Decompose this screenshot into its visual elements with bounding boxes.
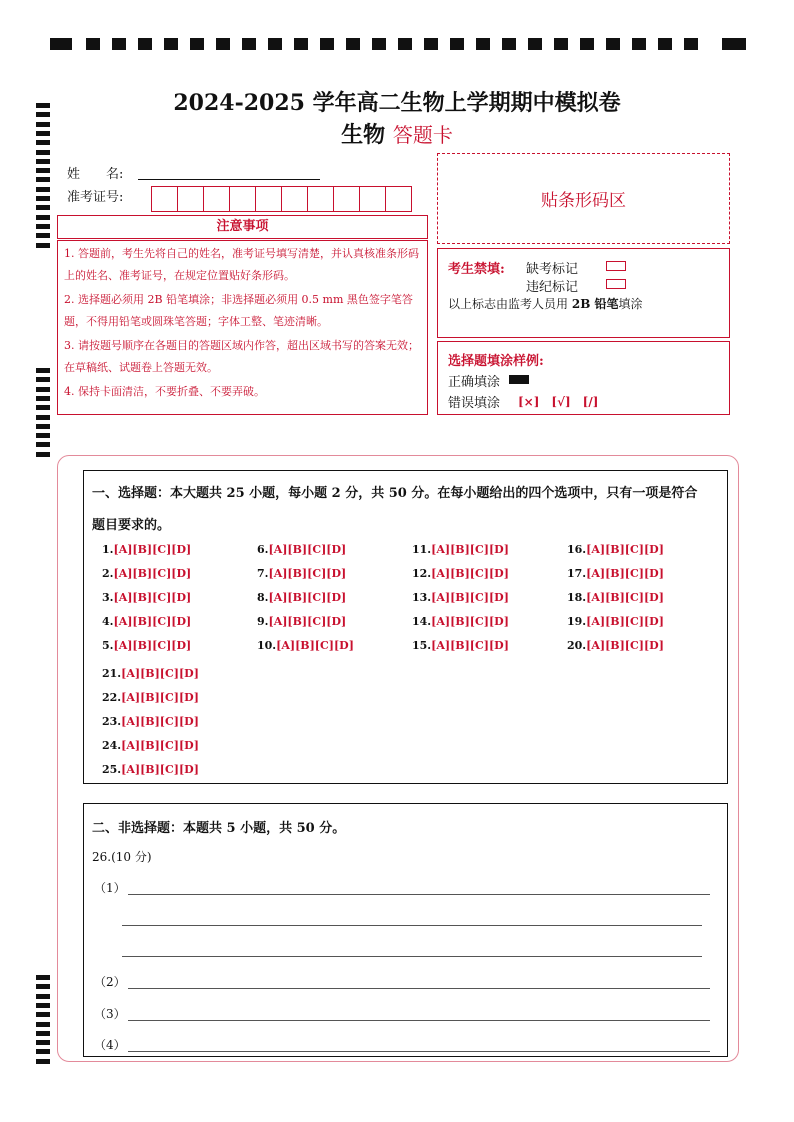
- id-label: 准考证号:: [67, 190, 124, 205]
- answer-options[interactable]: [A][B][C][D]: [268, 591, 347, 604]
- question-number: 6.: [257, 543, 269, 556]
- timing-mark: [36, 1059, 50, 1064]
- sample-box: [437, 341, 730, 415]
- section1-heading: 一、选择题：本大题共 25 小题，每小题 2 分，共 50 分。在每小题给出的四个选项中，只有一项是符合: [92, 486, 698, 501]
- question-number: 1.: [102, 543, 114, 556]
- choice-question[interactable]: [102, 615, 191, 628]
- choice-question[interactable]: [102, 715, 199, 728]
- timing-mark: [36, 415, 50, 420]
- timing-mark: [36, 215, 50, 220]
- wrong-label: 错误填涂: [448, 396, 501, 411]
- barcode-area: 贴条形码区: [437, 153, 730, 244]
- question-number: 9.: [257, 615, 269, 628]
- sample-heading: 选择题填涂样例:: [448, 354, 544, 369]
- timing-mark: [36, 150, 50, 155]
- timing-mark: [36, 377, 50, 382]
- answer-options[interactable]: [A][B][C][D]: [431, 543, 509, 556]
- answer-options[interactable]: [A][B][C][D]: [586, 567, 664, 580]
- q26-label: 26.(10 分): [92, 850, 152, 864]
- question-number: 11.: [412, 543, 432, 556]
- timing-mark: [36, 387, 50, 392]
- answer-line[interactable]: [128, 988, 710, 989]
- timing-mark: [36, 196, 50, 201]
- answer-options[interactable]: [A][B][C][D]: [121, 739, 199, 752]
- section2-heading: 二、非选择题：本题共 5 小题，共 50 分。: [92, 821, 346, 836]
- timing-marks-top: [50, 38, 746, 50]
- filled-sample-mark: [509, 375, 529, 384]
- timing-mark: [36, 368, 50, 373]
- choice-question[interactable]: [567, 591, 664, 604]
- question-number: 19.: [567, 615, 587, 628]
- ban-box: [437, 248, 730, 338]
- answer-options[interactable]: [A][B][C][D]: [113, 591, 192, 604]
- timing-mark: [36, 187, 50, 192]
- question-number: 16.: [567, 543, 587, 556]
- choice-question[interactable]: [412, 543, 509, 556]
- notice-item: 2. 选择题必须用 2B 铅笔填涂；非选择题必须用 0.5 mm 黑色签字笔答题，不得用铅笔或圆珠笔答题；字体工整、笔迹清晰。: [64, 293, 413, 328]
- question-number: 2.: [102, 567, 114, 580]
- timing-mark: [36, 994, 50, 999]
- question-number: 15.: [412, 639, 432, 652]
- answer-options[interactable]: [A][B][C][D]: [268, 615, 347, 628]
- timing-mark: [36, 205, 50, 210]
- choice-question[interactable]: [102, 639, 191, 652]
- answer-line[interactable]: [122, 925, 702, 926]
- timing-mark: [36, 396, 50, 401]
- choice-question[interactable]: [102, 763, 199, 776]
- page-title: 2024-2025 学年高二生物上学期期中模拟卷: [173, 90, 621, 116]
- timing-mark: [36, 233, 50, 238]
- answer-options[interactable]: [A][B][C][D]: [431, 591, 509, 604]
- answer-options[interactable]: [A][B][C][D]: [121, 667, 199, 680]
- timing-mark: [36, 177, 50, 182]
- timing-mark: [36, 433, 50, 438]
- notice-item: 3. 请按题号顺序在各题目的答题区域内作答，超出区域书写的答案无效；在草稿纸、试题卷上答题无效。: [64, 339, 419, 374]
- card-label: 答题卡: [392, 123, 453, 147]
- notice-item: 1. 答题前，考生先将自己的姓名，准考证号填写清楚，并认真核准条形码上的姓名、准考证号，在规定位置贴好条形码。: [64, 247, 419, 282]
- question-number: 12.: [412, 567, 432, 580]
- choice-question[interactable]: [257, 615, 346, 628]
- question-number: 17.: [567, 567, 587, 580]
- question-number: 24.: [102, 739, 122, 752]
- timing-mark: [36, 1003, 50, 1008]
- choice-question[interactable]: [102, 567, 191, 580]
- name-label: 姓 名:: [67, 167, 124, 182]
- question-number: 13.: [412, 591, 432, 604]
- wrong-marks: [×] [√] [/]: [518, 395, 599, 409]
- answer-options[interactable]: [A][B][C][D]: [276, 639, 354, 652]
- timing-mark: [36, 1031, 50, 1036]
- choice-question[interactable]: [257, 591, 346, 604]
- absent-mark-box[interactable]: [606, 261, 626, 271]
- timing-mark: [36, 159, 50, 164]
- answer-options[interactable]: [A][B][C][D]: [586, 543, 664, 556]
- choice-question[interactable]: [567, 615, 664, 628]
- question-number: 7.: [257, 567, 269, 580]
- answer-line[interactable]: [128, 1020, 710, 1021]
- choice-question[interactable]: [567, 567, 664, 580]
- answer-options[interactable]: [A][B][C][D]: [113, 567, 192, 580]
- part-label: （1）: [94, 881, 126, 895]
- choice-question[interactable]: [412, 591, 509, 604]
- absent-label: 缺考标记: [526, 262, 579, 277]
- ban-note: 以上标志由监考人员用 2B 铅笔填涂: [448, 297, 643, 311]
- timing-mark: [36, 405, 50, 410]
- question-number: 4.: [102, 615, 114, 628]
- section1-heading-cont: 题目要求的。: [92, 518, 171, 533]
- timing-mark: [36, 1049, 50, 1054]
- answer-options[interactable]: [A][B][C][D]: [121, 691, 199, 704]
- answer-options[interactable]: [A][B][C][D]: [431, 639, 509, 652]
- timing-mark: [36, 442, 50, 447]
- section-nonchoice: [83, 803, 728, 1057]
- part-label: （2）: [94, 975, 126, 989]
- question-number: 21.: [102, 667, 122, 680]
- ban-label: 考生禁填:: [448, 262, 505, 277]
- timing-mark: [36, 243, 50, 248]
- answer-options[interactable]: [A][B][C][D]: [431, 567, 509, 580]
- notice-heading: 注意事项: [57, 215, 428, 239]
- answer-options[interactable]: [A][B][C][D]: [586, 639, 664, 652]
- correct-label: 正确填涂: [448, 375, 501, 390]
- choice-question[interactable]: [102, 591, 191, 604]
- timing-mark: [36, 1022, 50, 1027]
- answer-options[interactable]: [A][B][C][D]: [268, 543, 347, 556]
- section-choice: [83, 470, 728, 784]
- choice-question[interactable]: [102, 667, 199, 680]
- answer-options[interactable]: [A][B][C][D]: [431, 615, 509, 628]
- choice-question[interactable]: [257, 567, 346, 580]
- answer-options[interactable]: [A][B][C][D]: [113, 543, 192, 556]
- part-label: （4）: [94, 1038, 126, 1052]
- notice-item: 4. 保持卡面清洁，不要折叠、不要弄破。: [64, 385, 265, 398]
- answer-options[interactable]: [A][B][C][D]: [113, 639, 192, 652]
- timing-mark: [36, 224, 50, 229]
- question-number: 5.: [102, 639, 114, 652]
- answer-options[interactable]: [A][B][C][D]: [113, 615, 192, 628]
- choice-question[interactable]: [412, 615, 509, 628]
- question-number: 22.: [102, 691, 122, 704]
- timing-mark: [36, 975, 50, 980]
- question-number: 8.: [257, 591, 269, 604]
- question-number: 25.: [102, 763, 122, 776]
- timing-mark: [36, 424, 50, 429]
- answer-line[interactable]: [122, 956, 702, 957]
- question-number: 3.: [102, 591, 114, 604]
- part-label: （3）: [94, 1007, 126, 1021]
- choice-question[interactable]: [257, 543, 346, 556]
- choice-question[interactable]: [412, 639, 509, 652]
- choice-question[interactable]: [102, 691, 199, 704]
- choice-question[interactable]: [102, 543, 191, 556]
- violation-mark-box[interactable]: [606, 279, 626, 289]
- choice-question[interactable]: [257, 639, 354, 652]
- answer-line[interactable]: [128, 1051, 710, 1052]
- answer-options[interactable]: [A][B][C][D]: [586, 591, 664, 604]
- question-number: 23.: [102, 715, 122, 728]
- question-number: 20.: [567, 639, 587, 652]
- question-number: 14.: [412, 615, 432, 628]
- name-field[interactable]: [138, 178, 320, 180]
- question-number: 18.: [567, 591, 587, 604]
- subject-name: 生物: [341, 122, 386, 148]
- subject-title: [0, 118, 794, 149]
- answer-options[interactable]: [A][B][C][D]: [268, 567, 347, 580]
- timing-mark: [36, 984, 50, 989]
- violation-label: 违纪标记: [526, 280, 579, 295]
- timing-mark: [36, 1012, 50, 1017]
- answer-options[interactable]: [A][B][C][D]: [586, 615, 664, 628]
- choice-question[interactable]: [567, 639, 664, 652]
- answer-options[interactable]: [A][B][C][D]: [121, 763, 199, 776]
- choice-question[interactable]: [102, 739, 199, 752]
- id-number-boxes[interactable]: [152, 186, 412, 210]
- timing-mark: [36, 1040, 50, 1045]
- answer-line[interactable]: [128, 894, 710, 895]
- timing-mark: [36, 168, 50, 173]
- timing-mark: [36, 452, 50, 457]
- question-number: 10.: [257, 639, 277, 652]
- choice-question[interactable]: [412, 567, 509, 580]
- notice-box: [57, 240, 428, 415]
- choice-question[interactable]: [567, 543, 664, 556]
- answer-options[interactable]: [A][B][C][D]: [121, 715, 199, 728]
